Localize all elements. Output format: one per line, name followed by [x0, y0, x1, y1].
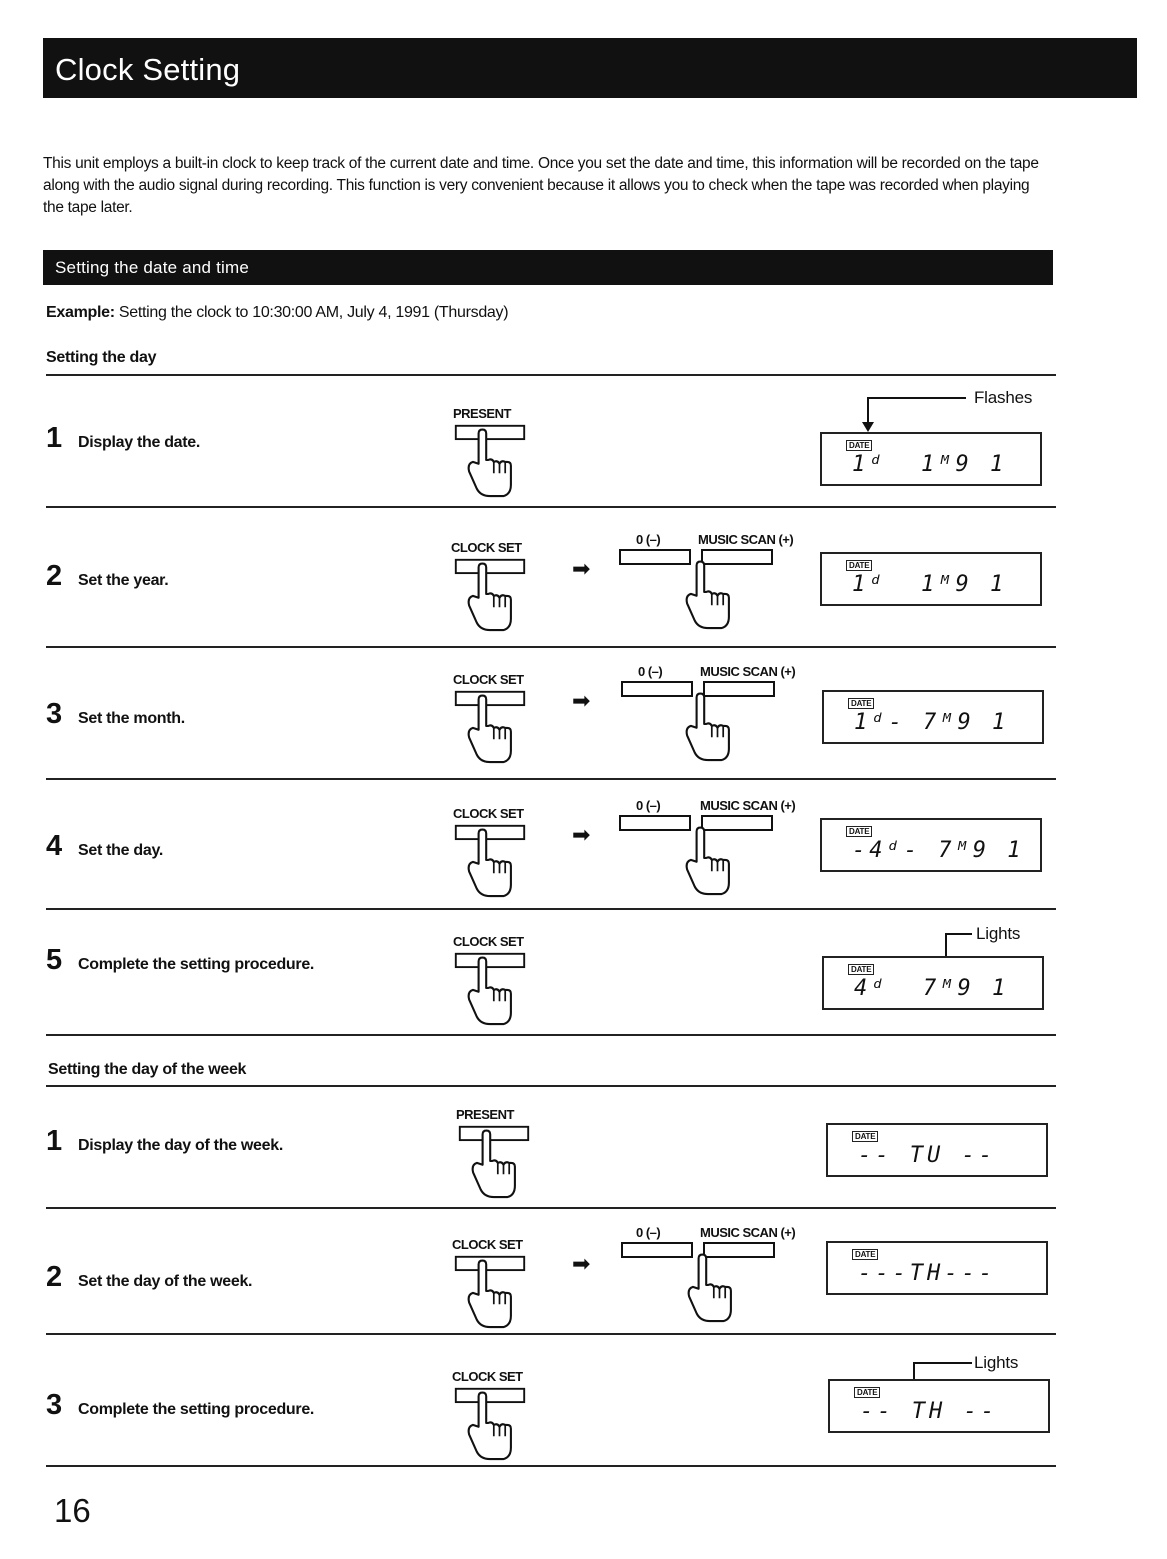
- arrow-right-icon: ➡: [572, 556, 591, 581]
- step-text: Set the day.: [78, 842, 164, 859]
- arrow-right-icon: ➡: [572, 1251, 591, 1276]
- clock-set-button[interactable]: [448, 688, 532, 764]
- minus-label: 0 (–): [636, 798, 661, 813]
- hand-press-icon: [666, 554, 750, 630]
- step-number: 3: [46, 698, 63, 730]
- lcd-display: [822, 956, 1044, 1010]
- lights-callout: Lights: [974, 1353, 1019, 1372]
- clock-set-button[interactable]: [448, 1253, 532, 1329]
- clock-set-label: CLOCK SET: [452, 1369, 523, 1384]
- page-number: 16: [54, 1492, 91, 1529]
- date-indicator: DATE: [852, 1249, 878, 1260]
- step-display-date: [46, 374, 1056, 506]
- divider: [46, 1465, 1056, 1467]
- present-button[interactable]: [452, 1123, 536, 1199]
- present-button[interactable]: [448, 422, 532, 498]
- step-text: Complete the setting procedure.: [78, 1401, 315, 1418]
- clock-set-button[interactable]: [448, 1385, 532, 1461]
- group-heading-weekday: Setting the day of the week: [48, 1061, 247, 1078]
- present-label: PRESENT: [453, 406, 511, 421]
- lcd-display: [822, 690, 1044, 744]
- flashes-callout: Flashes: [974, 388, 1033, 407]
- clock-set-label: CLOCK SET: [453, 934, 524, 949]
- step-set-month: [46, 646, 1056, 778]
- step-text: Set the month.: [78, 710, 185, 727]
- lcd-readout: 4ᵈ 7ᴹ9 1: [854, 976, 1010, 1001]
- lcd-display: [820, 818, 1042, 872]
- clock-set-button[interactable]: [448, 950, 532, 1026]
- step-set-weekday: [46, 1207, 1056, 1333]
- step-number: 1: [46, 1125, 63, 1157]
- plus-label: MUSIC SCAN (+): [700, 1225, 796, 1240]
- plus-label: MUSIC SCAN (+): [698, 532, 794, 547]
- example-text: Setting the clock to 10:30:00 AM, July 4, 1991 (Thursday): [118, 304, 509, 321]
- date-indicator: DATE: [848, 964, 874, 975]
- date-indicator: DATE: [846, 826, 872, 837]
- step-display-weekday: [46, 1085, 1056, 1207]
- clock-set-label: CLOCK SET: [452, 1237, 523, 1252]
- step-number: 3: [46, 1389, 63, 1421]
- step-number: 4: [46, 830, 63, 862]
- subsection-title: Setting the date and time: [55, 258, 250, 277]
- step-number: 1: [46, 422, 63, 454]
- step-text: Display the day of the week.: [78, 1137, 283, 1154]
- page-title: Clock Setting: [55, 52, 241, 87]
- hand-press-icon: [666, 820, 750, 896]
- present-label: PRESENT: [456, 1107, 514, 1122]
- step-set-day: [46, 778, 1056, 908]
- clock-set-label: CLOCK SET: [453, 806, 524, 821]
- date-indicator: DATE: [854, 1387, 880, 1398]
- page-title-bar: [43, 38, 1137, 98]
- step-complete-weekday: [46, 1333, 1056, 1465]
- clock-set-button[interactable]: [448, 556, 532, 632]
- plus-label: MUSIC SCAN (+): [700, 798, 796, 813]
- callout-arrow-icon: [858, 394, 968, 434]
- lcd-readout: 1ᵈ- 7ᴹ9 1: [854, 710, 1010, 735]
- arrow-right-icon: ➡: [572, 822, 591, 847]
- step-complete-date: [46, 908, 1056, 1034]
- example-label: Example:: [46, 304, 115, 321]
- lcd-readout: 1ᵈ 1ᴹ9 1: [852, 572, 1008, 597]
- minus-label: 0 (–): [636, 532, 661, 547]
- lcd-readout: ---TH---: [858, 1261, 996, 1286]
- step-number: 5: [46, 944, 63, 976]
- step-text: Set the year.: [78, 572, 169, 589]
- divider: [46, 1034, 1056, 1036]
- date-indicator: DATE: [852, 1131, 878, 1142]
- group-heading-day: Setting the day: [46, 349, 157, 366]
- intro-paragraph: This unit employs a built-in clock to keep track of the current date and time. Once you set the date and time, this information will be recorded on the tape along with the audio signal during recording. This function is very convenient because it allows you to check when the tape was recorded when playing the tape later.: [43, 155, 1039, 216]
- clock-set-label: CLOCK SET: [451, 540, 522, 555]
- lcd-display: [820, 552, 1042, 606]
- minus-label: 0 (–): [636, 1225, 661, 1240]
- lcd-display: [828, 1379, 1050, 1433]
- date-indicator: DATE: [848, 698, 874, 709]
- subsection-bar: [43, 250, 1053, 285]
- lcd-display: [826, 1241, 1048, 1295]
- date-indicator: DATE: [846, 560, 872, 571]
- date-indicator: DATE: [846, 440, 872, 451]
- hand-press-icon: [666, 686, 750, 762]
- step-text: Complete the setting procedure.: [78, 956, 315, 973]
- step-text: Set the day of the week.: [78, 1273, 253, 1290]
- hand-press-icon: [668, 1247, 752, 1323]
- arrow-right-icon: ➡: [572, 688, 591, 713]
- lights-callout: Lights: [976, 924, 1021, 943]
- clock-set-label: CLOCK SET: [453, 672, 524, 687]
- step-set-year: [46, 506, 1056, 646]
- example-line: [46, 304, 508, 322]
- step-number: 2: [46, 560, 63, 592]
- lcd-readout: -- TH --: [860, 1399, 998, 1424]
- lcd-readout: 1ᵈ 1ᴹ9 1: [852, 452, 1008, 477]
- plus-label: MUSIC SCAN (+): [700, 664, 796, 679]
- step-number: 2: [46, 1261, 63, 1293]
- lcd-readout: -- TU --: [858, 1143, 996, 1168]
- lcd-display: [820, 432, 1042, 486]
- lcd-readout: -4ᵈ- 7ᴹ9 1: [852, 838, 1025, 863]
- step-text: Display the date.: [78, 434, 201, 451]
- clock-set-button[interactable]: [448, 822, 532, 898]
- minus-label: 0 (–): [638, 664, 663, 679]
- lcd-display: [826, 1123, 1048, 1177]
